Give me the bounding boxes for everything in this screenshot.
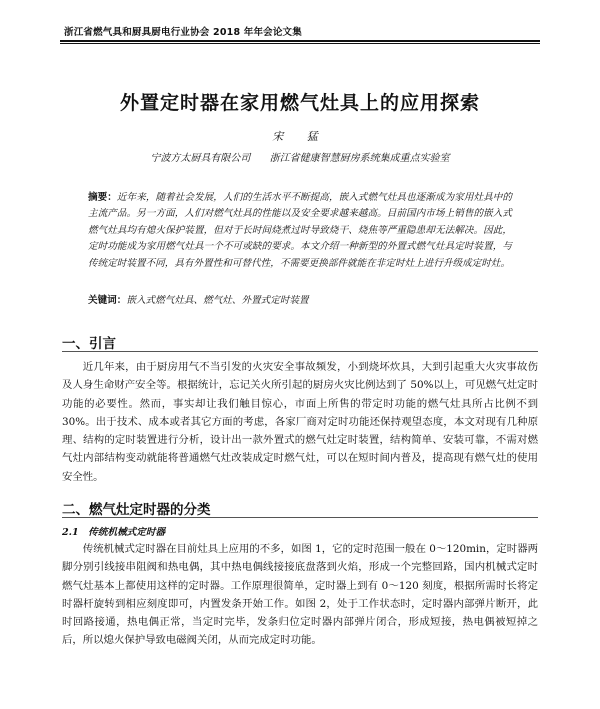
affiliations xyxy=(0,149,600,164)
section-2-rule xyxy=(62,517,538,518)
section-2-heading: 二、燃气灶定时器的分类 xyxy=(62,502,211,518)
keywords xyxy=(88,292,512,306)
header-rule-thin xyxy=(60,43,540,44)
subsection-2-1-heading: 2.1 传统机械式定时器 xyxy=(62,527,166,538)
running-header: 浙江省燃气具和厨具厨电行业协会 2018 年年会论文集 xyxy=(64,27,302,38)
section-1-rule xyxy=(62,351,538,352)
section-2-1-paragraph: 传统机械式定时器在目前灶具上应用的不多，如图 1，它的定时范围一般在 0～120min，定时器两脚分别引线接串阻阀和热电偶，其中热电偶线接接底盘落到火焰，形成一个完整回路，国内机械式定时燃气灶基本上都使用这样的定时器。工作原理很简单，定时器上到有 0～120 刻度，根据所需时长将定时器杆旋转到相应刻度即可，内置发条开始工作。如图 2，处于工作状态时，定时器内部弹片断开，此时回路接通，热电偶正常，当定时完毕，发条归位定时器内部弹片闭合，形成短接，热电偶被短掉之后，所以熄火保护导致电磁阀关闭，从而完成定时功能。 xyxy=(62,543,538,647)
paper-title: 外置定时器在家用燃气灶具上的应用探索 xyxy=(119,92,480,114)
header-rule-thick xyxy=(60,40,540,42)
keywords-text: 嵌入式燃气灶具、燃气灶、外置式定时装置 xyxy=(126,295,309,306)
affiliation-1: 宁波方太厨具有限公司 xyxy=(150,153,251,164)
affiliation-2: 浙江省健康智慧厨房系统集成重点实验室 xyxy=(269,153,450,164)
abstract-text: 近年来，随着社会发展，人们的生活水平不断提高，嵌入式燃气灶具也逐渐成为家用灶具中的主流产品。另一方面，人们对燃气灶具的性能以及安全要求越来越高。目前国内市场上销售的嵌入式燃气灶具均有熄火保护装置，但对于长时间烧煮过时导致烧干、烧焦等严重隐患却无法解决。因此，定时功能成为家用燃气灶具一个不可或缺的要求。本文介绍一种新型的外置式燃气灶具定时装置，与传统定时装置不同，具有外置性和可替代性，不需要更换部件就能在非定时灶上进行升级成定时灶。 xyxy=(88,192,513,269)
abstract-label: 摘要： xyxy=(88,192,117,203)
abstract xyxy=(88,190,512,272)
author: 宋 猛 xyxy=(272,130,328,143)
keywords-label: 关键词： xyxy=(88,295,127,306)
section-1-heading: 一、引言 xyxy=(62,336,116,352)
section-1-paragraph: 近几年来，由于厨房用气不当引发的火灾安全事故频发，小到烧坏炊具，大到引起重大火灾事故伤及人身生命财产安全等。根据统计，忘记关火所引起的厨房火灾比例达到了 50%以上，可见燃气灶定时功能的必要性。然而，事实却让我们触目惊心，市面上所售的带定时功能的燃气灶具所占比例不到 30%。出于技术、成本或者其它方面的考虑，各家厂商对定时功能还保持观望态度，本文对现有几种原理、结构的定时装置进行分析，设计出一款外置式的燃气灶定时装置，结构简单、安装可靠，不需对燃气灶内部结构变动就能将普通燃气灶改装成定时燃气灶，可以在短时间内普及，提高现有燃气灶的使用安全性。 xyxy=(62,361,538,483)
